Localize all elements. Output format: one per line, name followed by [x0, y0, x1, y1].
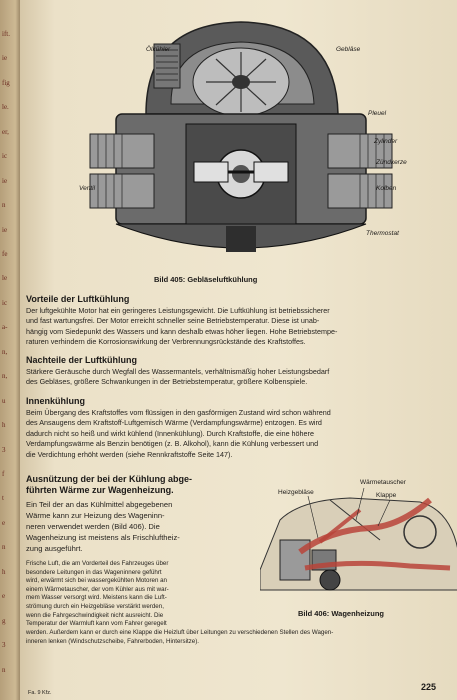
text-line: dadurch nicht so heiß und wirkt kühlend (Innenkühlung). Durch Kraftstoffe, die eine höhere [26, 428, 314, 438]
car-heating-figure [260, 480, 457, 598]
heading-disadvantages: Nachteile der Luftkühlung [26, 355, 138, 365]
left-page-fragment: g [2, 616, 6, 625]
left-page-fragment: h [2, 567, 6, 576]
small-line: wird, erwärmt sich bei wassergekühlten Motoren an [26, 577, 167, 585]
left-page-fragment: n, [2, 347, 8, 356]
left-page-fragment: 3 [2, 641, 6, 650]
engine-illustration [76, 4, 406, 272]
small-line: strömung durch ein Heizgebläse verstärkt werden, [26, 602, 164, 610]
paragraph-internal-cooling [26, 408, 446, 460]
left-page-fragment: ic [2, 298, 8, 307]
small-line: werden. Außerdem kann er durch eine Klappe die Heizluft über Leitungen zu verschiedenen Stellen des Wagen- [26, 629, 334, 636]
left-page-fragment: fig [2, 78, 10, 87]
left-page-fragment: er, [2, 127, 9, 136]
small-line: wenn die Fahrgeschwindigkeit nicht ausreicht. Die [26, 611, 164, 619]
figure-406-caption: Bild 406: Wagenheizung [298, 609, 384, 618]
label-connecting-rod: Pleuel [368, 110, 387, 117]
label-heat-exchanger: Wärmetauscher [360, 479, 406, 486]
page-number: 225 [421, 682, 437, 692]
text-line: zung ausgeführt. [26, 544, 83, 553]
left-page-fragment: ift. [2, 30, 10, 38]
left-page-fragment: t [2, 494, 4, 503]
text-line: Ein Teil der an das Kühlmittel abgegebenen [26, 500, 173, 509]
left-page-fragment: e [2, 518, 6, 527]
text-line: des Gebläses, größere Schwankungen in der Betriebstemperatur, größere Kolbenspiele. [26, 377, 308, 387]
text-line: hängig vom Siedepunkt des Wassers und kann deshalb etwas höher liegen. Hohe Betriebstempe- [26, 326, 338, 336]
left-page-fragment: e [2, 592, 6, 601]
left-page-fragment: h [2, 421, 6, 430]
figure-405-caption: Bild 405: Gebläseluftkühlung [154, 275, 258, 284]
left-page-fragment: n, [2, 372, 8, 381]
heading-line: Ausnützung der bei der Kühlung abge- [26, 474, 192, 484]
text-line: Der luftgekühlte Motor hat ein geringeres Leistungsgewicht. Die Luftkühlung ist betriebssicherer [26, 306, 330, 315]
small-line: mem Wasser versorgt wird. Meistens kann die Luft- [26, 594, 167, 602]
paragraph-advantages [26, 306, 446, 348]
text-line: die Verdichtung erhöht werden (siehe Rennkraftstoffe Seite 147). [26, 449, 233, 459]
small-print-block [26, 560, 252, 629]
label-blower: Gebläse [336, 46, 361, 53]
heading-line: führten Wärme zur Wagenheizung. [26, 485, 174, 495]
label-oil-cooler: Ölkühler [146, 46, 171, 53]
engine-cutaway-figure [76, 4, 406, 272]
left-page-fragment: f [2, 470, 5, 478]
heading-heat-utilization [26, 474, 192, 496]
left-page-fragment: ie [2, 225, 8, 234]
paragraph-disadvantages [26, 367, 446, 388]
text-line: neren verwendet werden (Bild 406). Die [26, 522, 160, 531]
book-page [20, 0, 457, 700]
heading-internal-cooling: Innenkühlung [26, 396, 85, 406]
text-line: Beim Übergang des Kraftstoffes vom flüssigen in den gasförmigen Zustand wird schon während [26, 408, 331, 417]
label-flap: Klappe [376, 492, 397, 499]
left-page-fragment: u [2, 396, 6, 405]
text-line: Wagenheizung ist meistens als Frischluftheiz- [26, 533, 180, 542]
small-line: besondere Leitungen in das Wageninnere geführt [26, 568, 162, 576]
heading-advantages: Vorteile der Luftkühlung [26, 294, 130, 304]
small-line: inneren lenken (Windschutzscheibe, Fahrerboden, Hintersitze). [26, 637, 199, 645]
label-valve: Ventil [79, 185, 96, 192]
small-line: Temperatur der Warmluft kann vom Fahrer geregelt [26, 620, 167, 628]
text-line: Verdampfungswärme als Benzin benötigen (z. B. Alkohol), kann die Kühlung verbessert und [26, 439, 319, 449]
footer-note: Fa. 9 Kfz. [28, 690, 52, 696]
small-line: Frische Luft, die am Vorderteil des Fahrzeuges über [26, 560, 169, 567]
left-page-fragment: ie [2, 176, 8, 185]
label-cylinder: Zylinder [374, 138, 398, 145]
left-page-fragment: n [2, 665, 6, 674]
left-page-fragment: fe [2, 250, 8, 258]
left-page-fragment: le [2, 274, 8, 283]
left-page-fragment: ic [2, 152, 8, 161]
left-page-fragment: ie [2, 54, 8, 63]
label-spark-plug: Zündkerze [376, 159, 407, 166]
label-thermostat: Thermostat [366, 230, 399, 237]
left-page-fragment: n [2, 543, 6, 552]
text-line: Stärkere Geräusche durch Wegfall des Wassermantels, verhältnismäßig hoher Leistungsbedarf [26, 367, 330, 376]
left-page-fragment: a- [2, 323, 8, 332]
left-page-fragment: 3 [2, 445, 6, 454]
text-line: raturen verhindern die Korrosionswirkung der Verbrennungsrückstände des Kraftstoffes. [26, 337, 306, 347]
label-piston: Kolben [376, 185, 397, 192]
small-print-full-width [26, 629, 446, 646]
left-page-fragment: le. [2, 103, 9, 112]
text-line: des Ansaugens dem Kraftstoff-Luftgemisch Wärme (Verdampfungswärme) entzogen. Es wird [26, 418, 322, 428]
label-heater-blower: Heizgebläse [278, 489, 314, 496]
small-line: einem Wärmetauscher, der vom Kühler aus mit war- [26, 585, 169, 593]
left-page-fragment: n [2, 201, 6, 210]
text-line: und fast wartungsfrei. Der Motor erreicht schneller seine Betriebstemperatur. Diese ist unab- [26, 316, 320, 326]
car-heating-illustration [260, 480, 457, 598]
text-line: Wärme kann zur Heizung des Wageninn- [26, 511, 165, 520]
paragraph-heat-utilization [26, 499, 252, 554]
